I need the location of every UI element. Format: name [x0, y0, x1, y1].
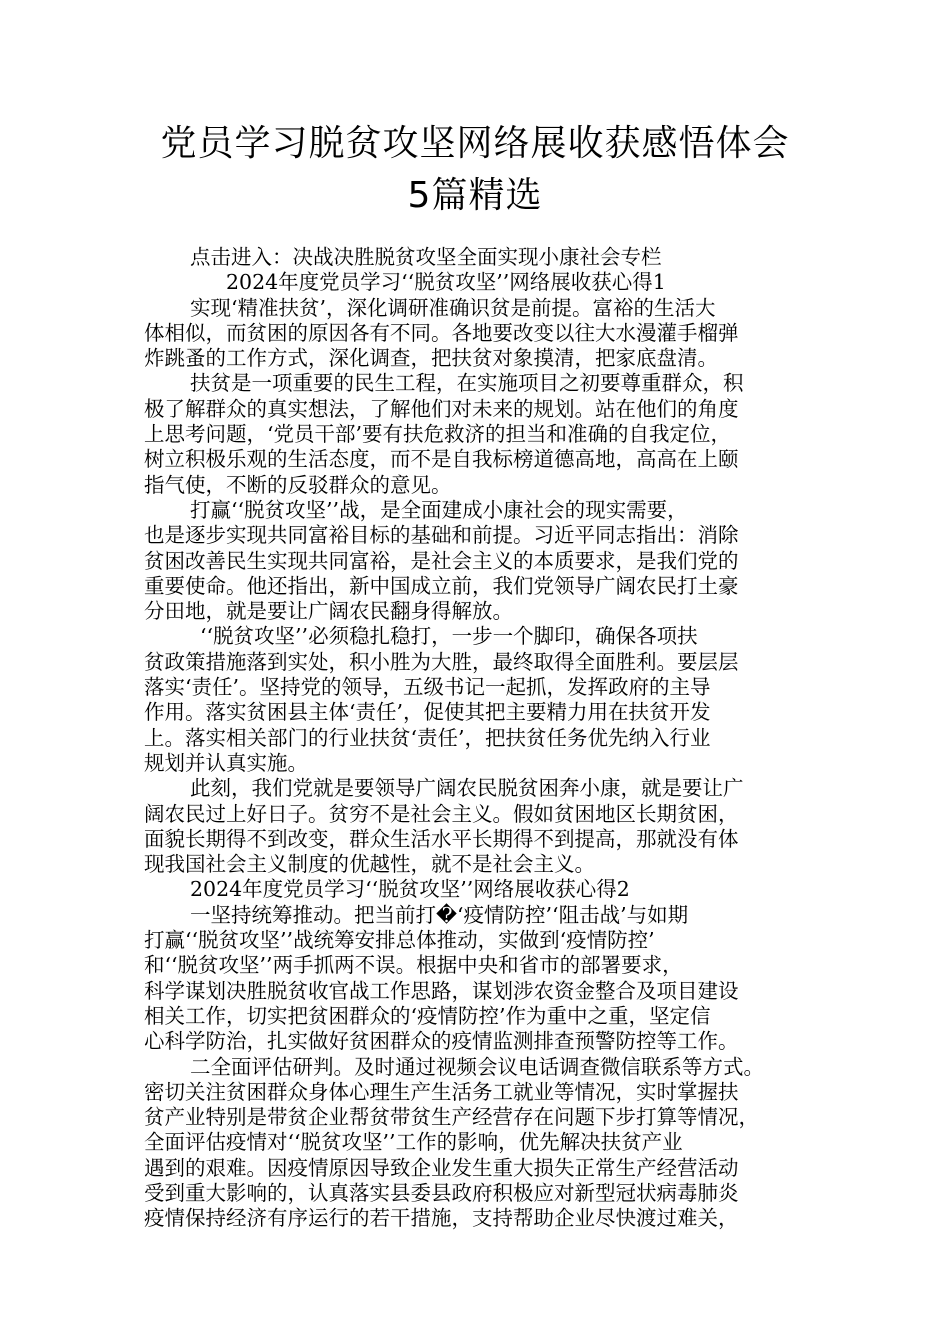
text-line: 现我国社会主义制度的优越性，就不是社会主义。: [144, 852, 595, 877]
text-line: 指气使，不断的反驳群众的意见。: [144, 472, 452, 497]
text-line: 扶贫是一项重要的民生工程，在实施项目之初要尊重群众，积: [190, 371, 744, 396]
text-line: 阔农民过上好日子。贫穷不是社会主义。假如贫困地区长期贫困，: [144, 801, 739, 826]
text-line: 分田地，就是要让广阔农民翻身得解放。: [144, 599, 513, 624]
text-line: 实现‘精准扶贫’，深化调研准确识贫是前提。富裕的生活大: [190, 295, 716, 320]
text-line: 密切关注贫困群众身体心理生产生活务工就业等情况，实时掌握扶: [144, 1079, 739, 1104]
text-line: 规划并认真实施。: [144, 750, 308, 775]
document-title: [120, 118, 830, 222]
text-line: 上。落实相关部门的行业扶贫‘责任’，把扶贫任务优先纳入行业: [144, 725, 711, 750]
text-line: 打赢‘‘脱贫攻坚’’战，是全面建成小康社会的现实需要，: [190, 497, 688, 522]
title-line-1: 党员学习脱贫攻坚网络展收获感悟体会: [160, 123, 790, 164]
text-line: ‘‘脱贫攻坚’’必须稳扎稳打，一步一个脚印，确保各项扶: [200, 624, 698, 649]
text-line: 贫政策措施落到实处，积小胜为大胜，最终取得全面胜利。要层层: [144, 649, 739, 674]
text-line: 上思考问题，‘党员干部’要有扶危救济的担当和准确的自我定位，: [144, 422, 732, 447]
text-line: 和‘‘脱贫攻坚’’两手抓两不误。根据中央和省市的部署要求，: [144, 953, 683, 978]
text-line: 遇到的艰难。因疫情原因导致企业发生重大损失正常生产经营活动: [144, 1155, 739, 1180]
text-line: 二全面评估研判。及时通过视频会议电话调查微信联系等方式。: [190, 1054, 764, 1079]
title-line-2: 5篇精选: [407, 175, 543, 216]
text-line: 科学谋划决胜脱贫收官战工作思路，谋划涉农资金整合及项目建设: [144, 978, 739, 1003]
text-line: 面貌长期得不到改变，群众生活水平长期得不到提高，那就没有体: [144, 826, 739, 851]
text-line: 疫情保持经济有序运行的若干措施，支持帮助企业尽快渡过难关，: [144, 1206, 739, 1231]
document-body: [144, 245, 824, 1232]
text-line: 此刻，我们党就是要领导广阔农民脱贫困奔小康，就是要让广: [190, 776, 744, 801]
text-line: 相关工作，切实把贫困群众的‘疫情防控’作为重中之重，坚定信: [144, 1003, 711, 1028]
text-line: 作用。落实贫困县主体‘责任’，促使其把主要精力用在扶贫开发: [144, 700, 711, 725]
text-line: 全面评估疫情对‘‘脱贫攻坚’’工作的影响，优先解决扶贫产业: [144, 1130, 683, 1155]
text-line: 落实‘责任’。坚持党的领导，五级书记一起抓，发挥政府的主导: [144, 675, 711, 700]
text-line: 2024年度党员学习‘‘脱贫攻坚’’网络展收获心得2: [190, 877, 630, 902]
text-line: 点击进入：决战决胜脱贫攻坚全面实现小康社会专栏: [190, 245, 662, 269]
text-line: 也是逐步实现共同富裕目标的基础和前提。习近平同志指出：消除: [144, 523, 739, 548]
text-line: 心科学防治，扎实做好贫困群众的疫情监测排查预警防控等工作。: [144, 1029, 739, 1054]
text-line: 树立积极乐观的生活态度，而不是自我标榜道德高地，高高在上颐: [144, 447, 739, 472]
text-line: 极了解群众的真实想法，了解他们对未来的规划。站在他们的角度: [144, 396, 739, 421]
text-line: 重要使命。他还指出，新中国成立前，我们党领导广阔农民打土豪: [144, 573, 739, 598]
text-line: 体相似，而贫困的原因各有不同。各地要改变以往大水漫灌手榴弹: [144, 320, 739, 345]
text-line: 贫产业特别是带贫企业帮贫带贫生产经营存在问题下步打算等情况，: [144, 1105, 759, 1130]
text-line: 打赢‘‘脱贫攻坚’’战统筹安排总体推动，实做到‘疫情防控’: [144, 928, 655, 953]
text-line: 受到重大影响的，认真落实县委县政府积极应对新型冠状病毒肺炎: [144, 1180, 739, 1205]
text-line: 2024年度党员学习‘‘脱贫攻坚’’网络展收获心得1: [226, 270, 666, 295]
text-line: 贫困改善民生实现共同富裕，是社会主义的本质要求，是我们党的: [144, 548, 739, 573]
text-line: 一坚持统筹推动。把当前打�‘疫情防控’‘阻击战’与如期: [190, 902, 689, 927]
text-line: 炸跳蚤的工作方式，深化调查，把扶贫对象摸清，把家底盘清。: [144, 346, 718, 371]
